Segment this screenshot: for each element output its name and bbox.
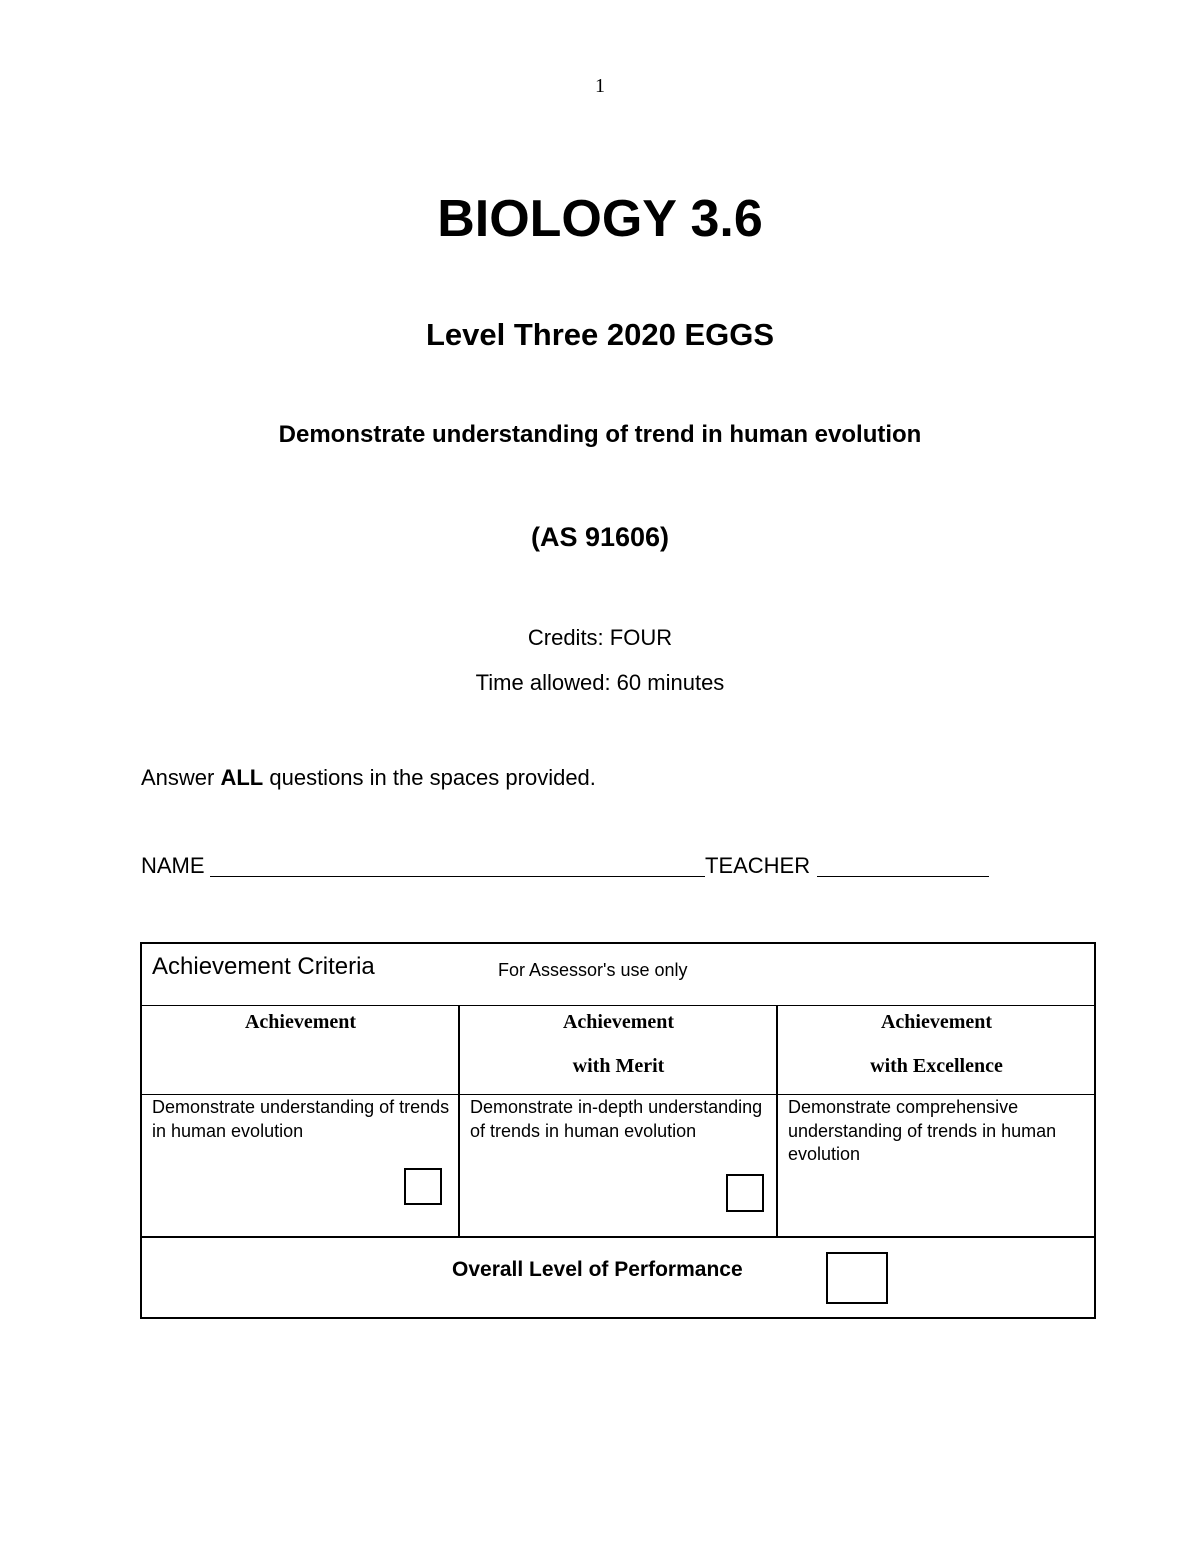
merit-description: Demonstrate in-depth understanding of trends in human evolution: [470, 1097, 763, 1141]
column-head-excellence: [778, 1000, 1095, 1088]
teacher-field[interactable]: [817, 876, 989, 877]
name-field[interactable]: [210, 876, 705, 877]
level-title: Level Three 2020 EGGS: [425, 317, 775, 352]
standard-code: (AS 91606): [530, 522, 670, 552]
page-title: BIOLOGY 3.6: [437, 190, 763, 248]
overall-performance-box[interactable]: [826, 1252, 888, 1304]
merit-checkbox[interactable]: [726, 1174, 764, 1212]
criteria-heading: Achievement Criteria: [152, 953, 375, 980]
table-divider: [142, 1236, 1094, 1238]
column-head-line1: Achievement: [244, 1011, 357, 1033]
column-head-merit: [460, 1000, 777, 1088]
name-teacher-row: [141, 852, 1001, 882]
instruction-prefix: Answer: [141, 765, 221, 790]
achievement-checkbox[interactable]: [404, 1168, 442, 1205]
instruction-suffix: questions in the spaces provided.: [263, 765, 596, 790]
standard-subtitle: Demonstrate understanding of trend in human evolution: [278, 421, 922, 448]
achievement-description: Demonstrate understanding of trends in human evolution: [152, 1097, 450, 1141]
overall-performance-label: Overall Level of Performance: [452, 1258, 743, 1281]
excellence-description: Demonstrate comprehensive understanding of trends in human evolution: [788, 1097, 1057, 1164]
column-head-achievement: [142, 1000, 459, 1044]
achievement-criteria-table: [140, 942, 1096, 1319]
credits-text: Credits: FOUR: [527, 625, 673, 650]
column-head-line1: Achievement: [562, 1011, 675, 1033]
column-head-line1: Achievement: [880, 1011, 993, 1033]
page-number: 1: [595, 75, 605, 97]
instruction-text: [141, 764, 596, 792]
time-allowed-text: Time allowed: 60 minutes: [475, 670, 725, 695]
name-label: NAME: [141, 853, 205, 878]
assessor-note: For Assessor's use only: [498, 960, 688, 980]
instruction-emphasis: ALL: [220, 765, 264, 790]
teacher-label: TEACHER: [705, 853, 811, 878]
column-head-line2: with Excellence: [870, 1055, 1003, 1077]
table-divider: [142, 1094, 1094, 1095]
column-head-line2: with Merit: [572, 1055, 665, 1077]
